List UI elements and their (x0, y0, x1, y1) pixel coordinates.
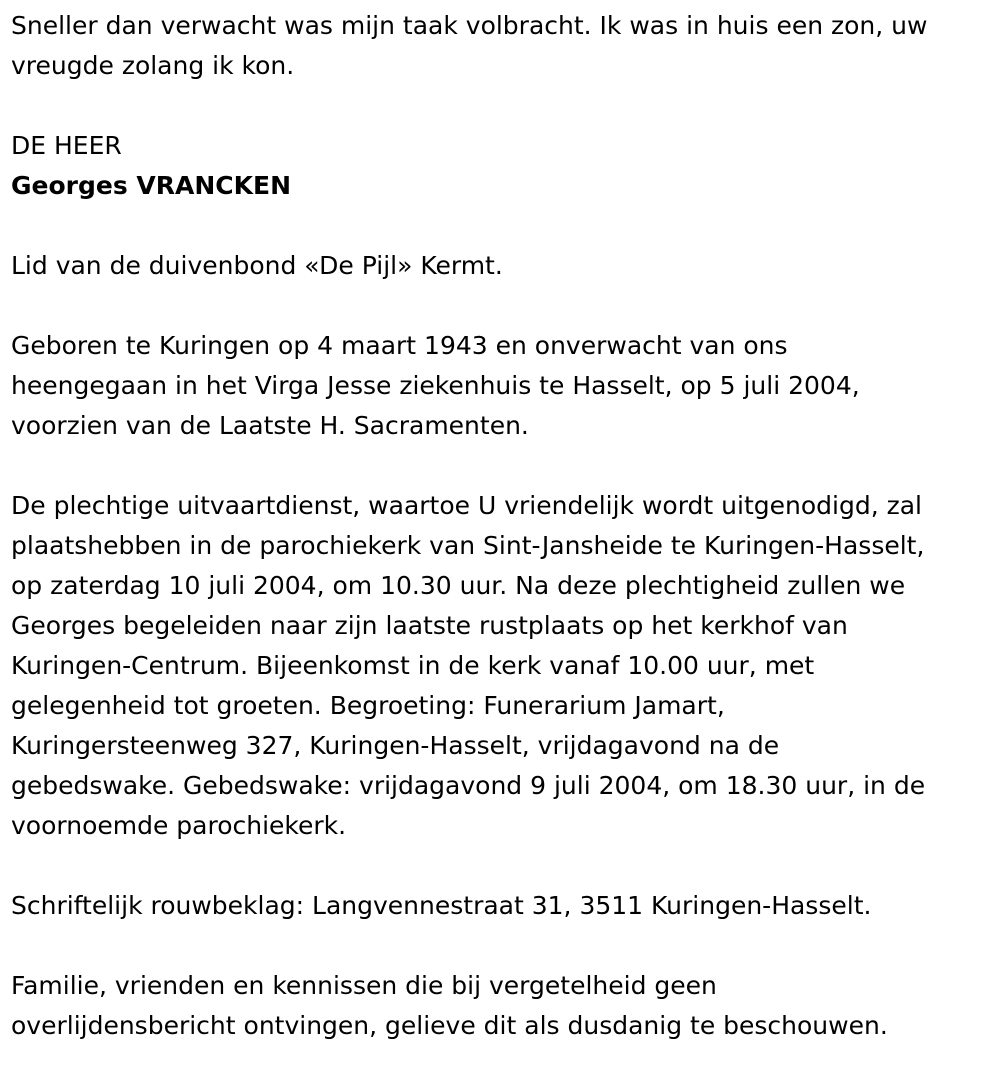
funeral-line: plaatshebben in de parochiekerk van Sint-Jansheide te Kuringen-Hasselt, (11, 531, 925, 560)
spacer (11, 206, 990, 246)
membership-line: Lid van de duivenbond «De Pijl» Kermt. (11, 251, 503, 280)
opening-verse-line: vreugde zolang ik kon. (11, 51, 295, 80)
birth-death-line: heengegaan in het Virga Jesse ziekenhuis te Hasselt, op 5 juli 2004, (11, 371, 860, 400)
spacer (11, 846, 990, 886)
funeral-line: De plechtige uitvaartdienst, waartoe U vriendelijk wordt uitgenodigd, zal (11, 491, 922, 520)
birth-death-line: Geboren te Kuringen op 4 maart 1943 en onverwacht van ons (11, 331, 788, 360)
funeral-line: Kuringen-Centrum. Bijeenkomst in de kerk vanaf 10.00 uur, met (11, 651, 815, 680)
spacer (11, 446, 990, 486)
funeral-line: Kuringersteenweg 327, Kuringen-Hasselt, vrijdagavond na de (11, 731, 780, 760)
opening-verse (11, 6, 990, 86)
opening-verse-line: Sneller dan verwacht was mijn taak volbracht. Ik was in huis een zon, uw (11, 11, 928, 40)
spacer (11, 286, 990, 326)
funeral-line: op zaterdag 10 juli 2004, om 10.30 uur. Na deze plechtigheid zullen we (11, 571, 906, 600)
closing-line: Familie, vrienden en kennissen die bij vergetelheid geen (11, 971, 717, 1000)
funeral-line: voornoemde parochiekerk. (11, 811, 347, 840)
honorific-title: DE HEER (11, 131, 122, 160)
spacer (11, 86, 990, 126)
birth-death-line: voorzien van de Laatste H. Sacramenten. (11, 411, 529, 440)
closing-line: overlijdensbericht ontvingen, gelieve dit als dusdanig te beschouwen. (11, 1011, 888, 1040)
funeral-line: gelegenheid tot groeten. Begroeting: Funerarium Jamart, (11, 691, 725, 720)
deceased-name: Georges VRANCKEN (11, 171, 292, 200)
spacer (11, 926, 990, 966)
condolence-address: Schriftelijk rouwbeklag: Langvennestraat 31, 3511 Kuringen-Hasselt. (11, 891, 872, 920)
funeral-paragraph (11, 486, 990, 846)
funeral-line: gebedswake. Gebedswake: vrijdagavond 9 juli 2004, om 18.30 uur, in de (11, 771, 926, 800)
birth-death-paragraph (11, 326, 990, 446)
funeral-line: Georges begeleiden naar zijn laatste rustplaats op het kerkhof van (11, 611, 848, 640)
closing-paragraph (11, 966, 990, 1046)
